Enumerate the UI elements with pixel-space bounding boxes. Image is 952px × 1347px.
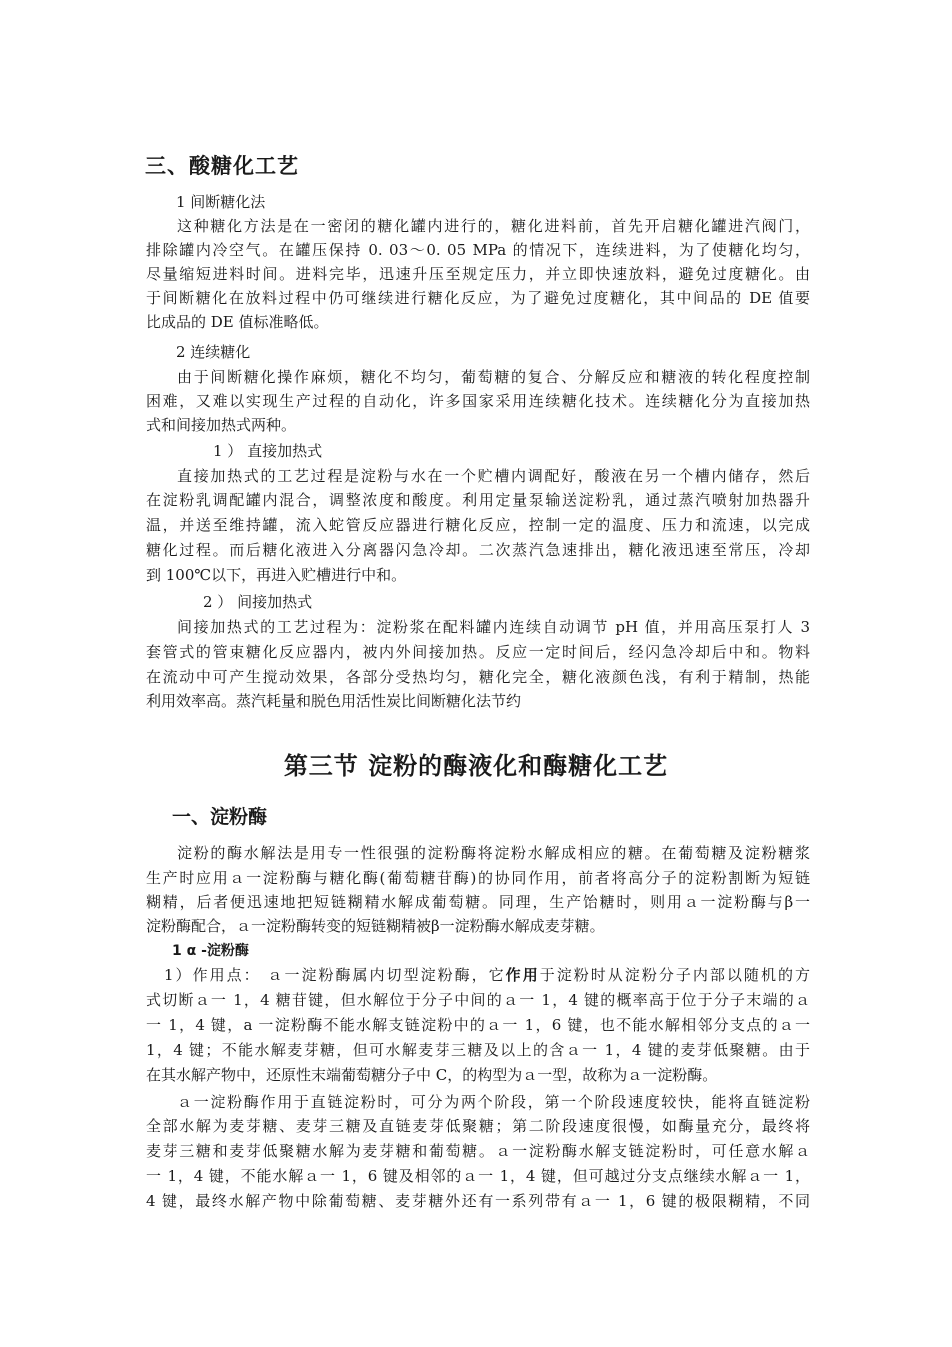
text-span: 1）作用点： ａ一淀粉酶属内切型淀粉酶，它 (164, 966, 506, 984)
paragraph-line: 1，4 键；不能水解麦芽糖，但可水解麦芽三糖及以上的含ａ一 1，4 键的麦芽低聚糖。由于 (146, 1041, 810, 1059)
paragraph-line: 利用效率高。蒸汽耗量和脱色用活性炭比间断糖化法节约 (146, 692, 522, 710)
paragraph-line: 于间断糖化在放料过程中仍可继续进行糖化反应，为了避免过度糖化，其中间品的 DE 值要 (146, 289, 810, 307)
paragraph-line: 淀粉的酶水解法是用专一性很强的淀粉酶将淀粉水解成相应的糖。在葡萄糖及淀粉糖浆 (177, 844, 810, 862)
paragraph-line: 一 1，4 键，a 一淀粉酶不能水解支链淀粉中的ａ一 1，6 键，也不能水解相邻分支点的ａ一 (146, 1016, 810, 1034)
paragraph-line: 套管式的管束糖化反应器内，被内外间接加热。反应一定时间后，经闪急冷却后中和。物料 (146, 643, 810, 661)
paragraph-line: 一 1，4 键，不能水解ａ一 1，6 键及相邻的ａ一 1，4 键，但可越过分支点继续水解ａ一 1， (146, 1167, 810, 1185)
item-batch-saccharification: 1 间断糖化法 (176, 193, 266, 211)
paragraph-line: 糊精，后者便迅速地把短链糊精水解成葡萄糖。同理，生产饴糖时，则用ａ一淀粉酶与β一 (146, 893, 810, 911)
heading-acid-saccharification: 三、酸糖化工艺 (145, 154, 299, 178)
section-title: 第三节 淀粉的酶液化和酶糖化工艺 (283, 752, 669, 780)
paragraph-line: 由于间断糖化操作麻烦，糖化不均匀，葡萄糖的复合、分解反应和糖液的转化程度控制 (177, 368, 810, 386)
paragraph-line: 生产时应用ａ一淀粉酶与糖化酶(葡萄糖苷酶)的协同作用，前者将高分子的淀粉割断为短链 (146, 869, 810, 887)
paragraph-line: 比成品的 DE 值标准略低。 (146, 313, 329, 331)
item-direct-heating: 1 ） 直接加热式 (213, 442, 323, 460)
bold-text-span: 作用 (505, 966, 540, 984)
paragraph-line: 尽量缩短进料时间。进料完毕，迅速升压至规定压力，并立即快速放料，避免过度糖化。由 (146, 265, 810, 283)
paragraph-line: 全部水解为麦芽糖、麦芽三糖及直链麦芽低聚糖；第二阶段速度很慢，如酶量充分，最终将 (146, 1117, 810, 1135)
paragraph-line (164, 964, 810, 988)
paragraph-line: 在淀粉乳调配罐内混合，调整浓度和酸度。利用定量泵输送淀粉乳，通过蒸汽喷射加热器升 (146, 491, 810, 509)
paragraph-line: 温，并送至维持罐，流入蛇管反应器进行糖化反应，控制一定的温度、压力和流速，以完成 (146, 516, 810, 534)
paragraph-line: 间接加热式的工艺过程为：淀粉浆在配料罐内连续自动调节 pH 值，并用高压泵打人 3 (177, 618, 810, 636)
heading-alpha-amylase: 1 α -淀粉酶 (172, 943, 249, 959)
paragraph-line: 困难，又难以实现生产过程的自动化，许多国家采用连续糖化技术。连续糖化分为直接加热 (146, 392, 810, 410)
paragraph-line: 4 键，最终水解产物中除葡萄糖、麦芽糖外还有一系列带有ａ一 1，6 键的极限糊精，不同 (146, 1192, 810, 1210)
paragraph-line: 在流动中可产生搅动效果，各部分受热均匀，糖化完全，糖化液颜色浅，有利于精制，热能 (146, 668, 810, 686)
paragraph-line: 到 100℃以下，再进入贮槽进行中和。 (146, 566, 407, 584)
paragraph-line: 排除罐内冷空气。在罐压保持 0. 03～0. 05 MPa 的情况下，连续进料，为了使糖化均匀， (146, 241, 810, 259)
heading-amylase: 一、淀粉酶 (172, 806, 268, 828)
paragraph-line: 在其水解产物中，还原性末端葡萄糖分子中 C，的构型为ａ一型，故称为ａ一淀粉酶。 (146, 1066, 718, 1084)
paragraph-line: 糖化过程。而后糖化液进入分离器闪急冷却。二次蒸汽急速排出，糖化液迅速至常压，冷却 (146, 541, 810, 559)
paragraph-line: 直接加热式的工艺过程是淀粉与水在一个贮槽内调配好，酸液在另一个槽内储存，然后 (177, 467, 810, 485)
text-span: 于淀粉时从淀粉分子内部以随机的方 (539, 966, 810, 984)
item-continuous-saccharification: 2 连续糖化 (176, 343, 251, 361)
item-indirect-heating: 2 ） 间接加热式 (203, 593, 313, 611)
paragraph-line: 式和间接加热式两种。 (146, 416, 297, 434)
paragraph-line: 麦芽三糖和麦芽低聚糖水解为麦芽糖和葡萄糖。ａ一淀粉酶水解支链淀粉时，可任意水解ａ (146, 1142, 810, 1160)
paragraph-line: 式切断ａ一 1，4 糖苷键，但水解位于分子中间的ａ一 1，4 键的概率高于位于分子末端的ａ (146, 991, 810, 1009)
paragraph-line: 淀粉酶配合，ａ一淀粉酶转变的短链糊精被β一淀粉酶水解成麦芽糖。 (146, 917, 605, 935)
paragraph-line: ａ一淀粉酶作用于直链淀粉时，可分为两个阶段，第一个阶段速度较快，能将直链淀粉 (177, 1093, 810, 1111)
paragraph-line: 这种糖化方法是在一密闭的糖化罐内进行的，糖化进料前，首先开启糖化罐进汽阀门， (177, 217, 810, 235)
